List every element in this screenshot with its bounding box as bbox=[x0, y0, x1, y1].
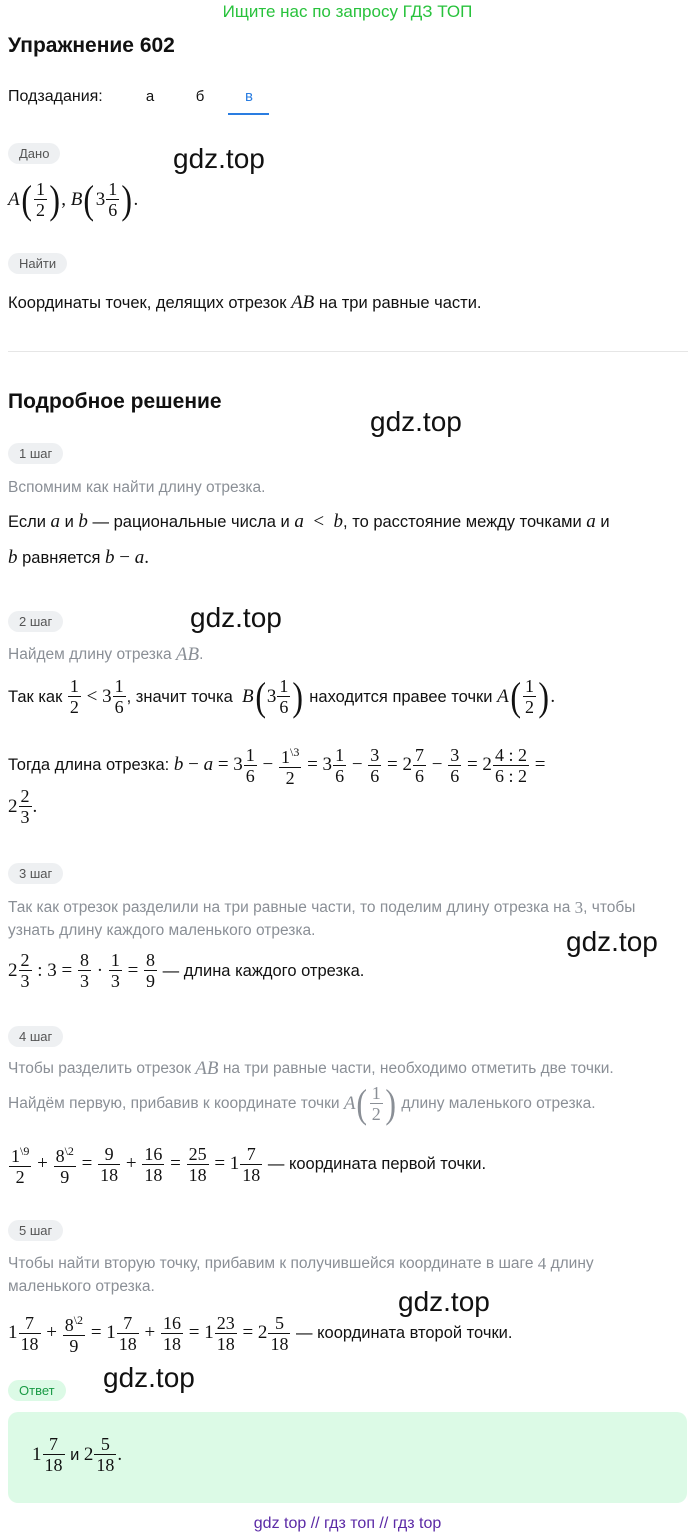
watermark: gdz.top bbox=[370, 406, 462, 437]
step-1-line2: b равняется b − a . bbox=[8, 547, 150, 568]
solution-title: Подробное решение bbox=[8, 390, 222, 413]
page-title: Упражнение 602 bbox=[8, 34, 175, 57]
step-1-line1: Если a и b — рациональные числа и a < b , то расстояние между точками a и bbox=[8, 511, 610, 532]
fraction: $\frac{1}{6}$ bbox=[114, 676, 124, 717]
fraction: $\frac{1}{2}$ bbox=[525, 676, 535, 717]
point-a-label: A bbox=[8, 188, 20, 210]
subtasks-label: Подзадания: bbox=[8, 88, 103, 105]
step-1-hint: Вспомним как найти длину отрезка. bbox=[8, 479, 266, 496]
divider bbox=[8, 351, 688, 352]
step-3-result: 2 $\frac{2}{3}$ : 3 = $\frac{8}{3}$ · $\frac{1}{3}$ = $\frac{8}{9}$ — длина каждого отрезка. bbox=[8, 950, 365, 991]
step-3-hint1: Так как отрезок разделили на три равные части, то поделим длину отрезка на 3 , чтобы bbox=[8, 898, 636, 917]
given-points: A ( $\frac{1}{2}$ ) , B ( 3 $\frac{1}{6}$ ) . bbox=[8, 177, 139, 222]
tab-b[interactable]: б bbox=[195, 88, 205, 105]
step-5-pill: 5 шаг bbox=[8, 1220, 63, 1241]
watermark: gdz.top bbox=[398, 1286, 490, 1317]
step-2-pill: 2 шаг bbox=[8, 611, 63, 632]
fraction: $\frac{1}{6}$ bbox=[279, 676, 289, 717]
step-4-result: $\frac{1^{\backslash 9}}{2}$ + $\frac{8^{\backslash 2}}{9}$ = $\frac{9}{18}$ + $\frac{16}{18}$ = $\frac{25}{18}$ = 1 $\frac{7}{18}$ — координата первой точки. bbox=[8, 1141, 486, 1187]
step-5-result: 1 $\frac{7}{18}$ + $\frac{8^{\backslash 2}}{9}$ = 1 $\frac{7}{18}$ + $\frac{16}{18}$ = 1 $\frac{23}{18}$ = 2 $\frac{5}{18}$ — координата второй точки. bbox=[8, 1310, 512, 1356]
step-3-hint2: узнать длину каждого маленького отрезка. bbox=[8, 922, 316, 939]
find-text: Координаты точек, делящих отрезок AB на три равные части. bbox=[8, 292, 482, 313]
step-2-line1: Так как $\frac{1}{2}$ < 3 $\frac{1}{6}$ , значит точка B ( 3 $\frac{1}{6}$ ) находится правее точки A ( $\frac{1}{2}$ ) . bbox=[8, 673, 556, 719]
step-4-hint2: Найдём первую, прибавив к координате точки A ( $\frac{1}{2}$ ) длину маленького отрезка. bbox=[8, 1080, 596, 1126]
active-tab-underline bbox=[228, 113, 269, 115]
fraction: $\frac{1}{2}$ bbox=[69, 676, 79, 717]
given-pill: Дано bbox=[8, 143, 60, 164]
point-b-label: B bbox=[70, 188, 83, 210]
watermark: gdz.top bbox=[190, 602, 282, 633]
step-2-line3: 2 $\frac{2}{3}$ . bbox=[8, 786, 38, 827]
step-1-pill: 1 шаг bbox=[8, 443, 63, 464]
top-banner: Ищите нас по запросу ГДЗ ТОП bbox=[222, 2, 473, 21]
step-5-hint1: Чтобы найти вторую точку, прибавим к получившейся координате в шаге 4 длину bbox=[8, 1254, 594, 1273]
step-2-hint: Найдем длину отрезка AB . bbox=[8, 644, 204, 665]
find-pill: Найти bbox=[8, 253, 67, 274]
step-5-hint2: маленького отрезка. bbox=[8, 1278, 155, 1295]
answer-pill: Ответ bbox=[8, 1380, 66, 1401]
fraction: $\frac{1}{6}$ bbox=[108, 179, 118, 220]
watermark: gdz.top bbox=[103, 1362, 195, 1393]
footer-links[interactable]: gdz top // гдз топ // гдз top bbox=[253, 1515, 442, 1532]
step-4-hint1: Чтобы разделить отрезок AB на три равные части, необходимо отметить две точки. bbox=[8, 1058, 614, 1079]
watermark: gdz.top bbox=[173, 143, 265, 174]
step-3-pill: 3 шаг bbox=[8, 863, 63, 884]
tab-v[interactable]: в bbox=[245, 88, 253, 105]
answer-text: 1 $\frac{7}{18}$ и 2 $\frac{5}{18}$ . bbox=[32, 1434, 123, 1475]
step-4-pill: 4 шаг bbox=[8, 1026, 63, 1047]
step-2-line2: Тогда длина отрезка: b − a = 3 $\frac{1}{6}$ − $\frac{1^{\backslash 3}}{2}$ = 3 $\frac{1}{6}$ − $\frac{3}{6}$ = 2 $\frac{7}{6}$ − $\frac{3}{6}$ = 2 $\frac{4 : 2}{6 : 2}$ = bbox=[8, 742, 545, 788]
watermark: gdz.top bbox=[566, 926, 658, 957]
fraction: $\frac{1}{2}$ bbox=[35, 179, 45, 220]
tab-a[interactable]: а bbox=[145, 88, 155, 105]
